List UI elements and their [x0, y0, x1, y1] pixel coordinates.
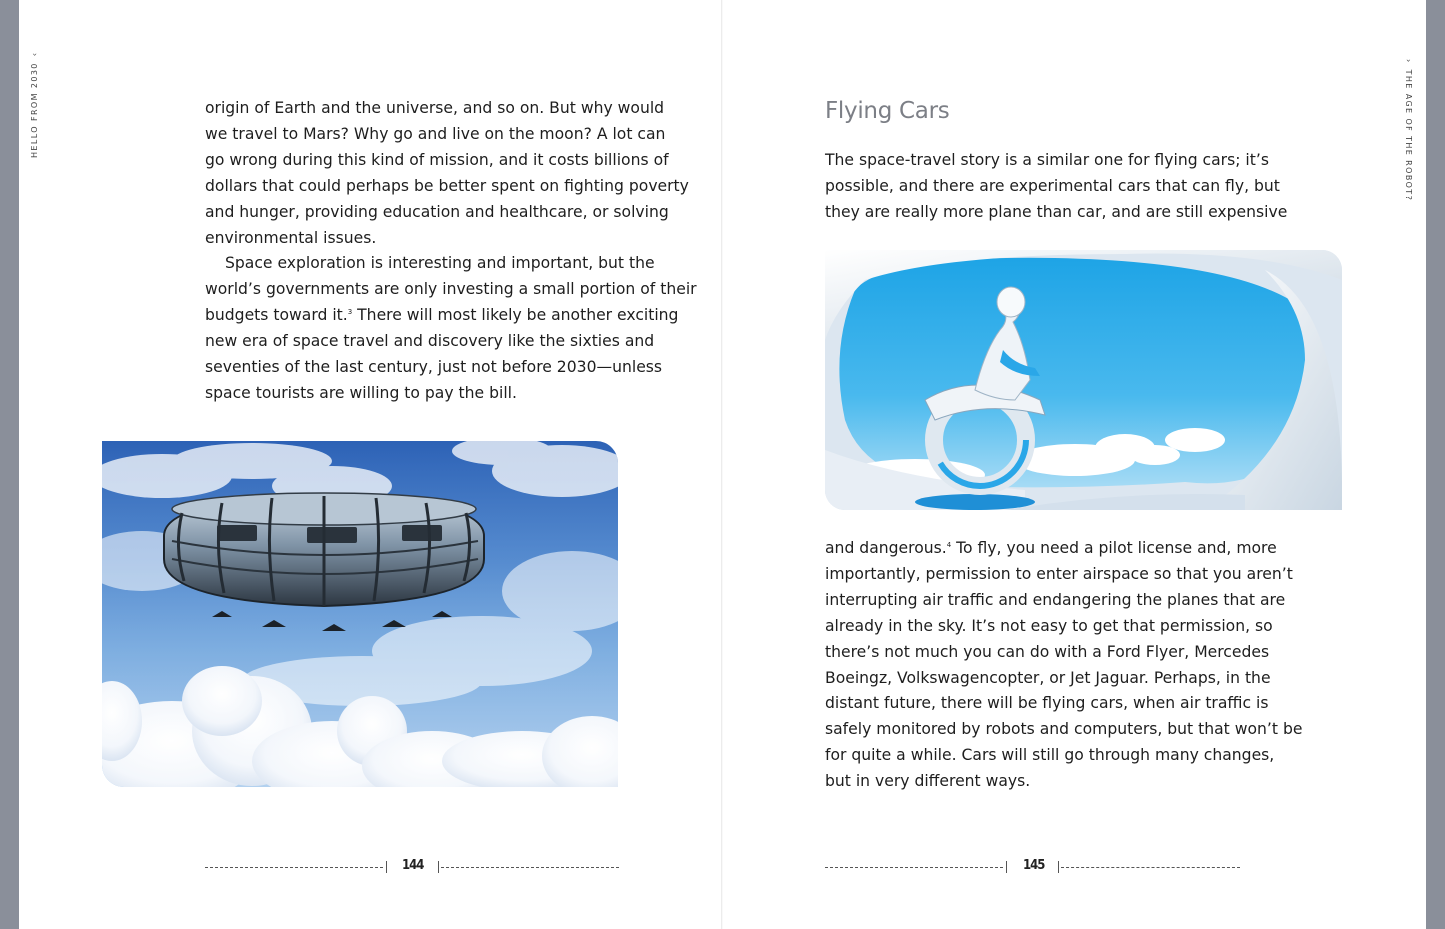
- text-line: [825, 536, 1277, 562]
- folio-rule: [1061, 867, 1240, 868]
- ufo-photo: [102, 441, 618, 787]
- text-line: they are really more plane than car, and are still expensive: [825, 202, 1288, 221]
- text-segment: and dangerous.: [825, 539, 947, 557]
- chevron-right-icon: ›: [1404, 59, 1413, 64]
- text-line: interrupting air traffic and endangering the planes that are: [825, 590, 1286, 609]
- text-line: possible, and there are experimental cars that can fly, but: [825, 176, 1280, 195]
- text-line: distant future, there will be flying cars, when air traffic is: [825, 694, 1269, 713]
- text-line: The space-travel story is a similar one for flying cars; it’s: [825, 151, 1269, 169]
- text-line: safely monitored by robots and computers, but that won’t be: [825, 720, 1303, 739]
- text-line: Space exploration is interesting and important, but the: [225, 254, 655, 273]
- page-number-text: 145: [1023, 858, 1045, 873]
- text-line: importantly, permission to enter airspace so that you aren’t: [825, 564, 1293, 583]
- text-line: already in the sky. It’s not easy to get that permission, so: [825, 616, 1273, 635]
- folio-rule: [441, 867, 619, 868]
- text-segment: There will most likely be another exciting: [352, 306, 679, 325]
- right-intro-text: [825, 148, 1288, 226]
- monowheel-illustration: [825, 250, 1342, 510]
- book-gutter: [721, 0, 723, 929]
- footnote-ref[interactable]: 4: [946, 541, 952, 549]
- paragraph: [205, 96, 689, 251]
- text-line: go wrong during this kind of mission, and it costs billions of: [205, 150, 669, 169]
- text-line: environmental issues.: [205, 228, 377, 247]
- right-body-text: [825, 536, 1303, 795]
- section-title: Flying Cars: [825, 98, 950, 124]
- text-line: world’s governments are only investing a small portion of their: [205, 280, 697, 299]
- text-line: and hunger, providing education and healthcare, or solving: [205, 202, 669, 221]
- folio-tick: [438, 861, 439, 873]
- page-number-right: [825, 858, 1240, 876]
- text-line: origin of Earth and the universe, and so on. But why would: [205, 99, 665, 117]
- chevron-left-icon: ‹: [30, 51, 39, 57]
- page-number-text: 144: [402, 858, 424, 873]
- page-number-left: [205, 858, 619, 876]
- folio-rule: [825, 867, 1003, 868]
- folio-rule: [205, 867, 383, 868]
- text-line: space tourists are willing to pay the bill.: [205, 383, 517, 402]
- text-line: we travel to Mars? Why go and live on the moon? A lot can: [205, 124, 666, 143]
- text-line: Boeingz, Volkswagencopter, or Jet Jaguar. Perhaps, in the: [825, 668, 1271, 687]
- text-line: [205, 303, 679, 329]
- running-head-right: [1404, 53, 1413, 201]
- running-head-left-text: HELLO FROM 2030: [30, 62, 39, 158]
- text-line: seventies of the last century, just not before 2030—unless: [205, 358, 663, 377]
- running-head-left: [30, 46, 39, 158]
- text-line: but in very different ways.: [825, 772, 1031, 791]
- ufo-illustration: [102, 441, 618, 787]
- running-head-right-text: THE AGE OF THE ROBOT?: [1404, 69, 1413, 202]
- footnote-ref[interactable]: 3: [347, 308, 353, 317]
- folio-tick: [1006, 861, 1007, 873]
- text-segment: To fly, you need a pilot license and, more: [951, 539, 1277, 557]
- monowheel-photo: [825, 250, 1342, 510]
- text-line: for quite a while. Cars will still go through many changes,: [825, 746, 1275, 765]
- paragraph: [205, 251, 697, 406]
- folio-tick: [1058, 861, 1059, 873]
- text-line: dollars that could perhaps be better spent on fighting poverty: [205, 176, 689, 195]
- folio-tick: [386, 861, 387, 873]
- text-segment: budgets toward it.: [205, 306, 348, 325]
- text-line: there’s not much you can do with a Ford Flyer, Mercedes: [825, 642, 1270, 661]
- text-line: new era of space travel and discovery like the sixties and: [205, 332, 655, 351]
- left-body-text: [205, 96, 697, 407]
